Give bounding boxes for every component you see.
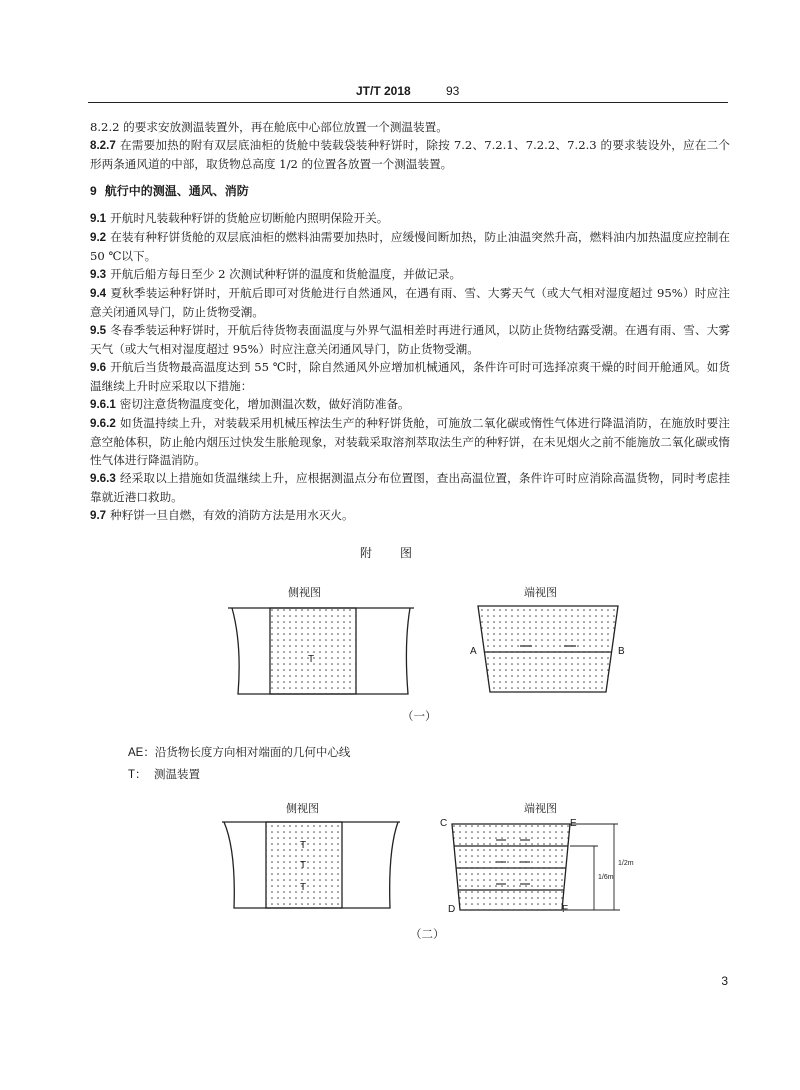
page-number: 3 [721, 974, 728, 988]
paragraph: 9.6.3 经采取以上措施如货温继续上升，应根据测温点分布位置图，查出高温位置，条件许可时应消除高温货物，同时考虑挂靠就近港口救助。 [90, 471, 730, 504]
standard-code: JT/T 2018 [356, 84, 411, 98]
sensor-marker: T [300, 840, 307, 851]
paragraph: 9.3 开航后船方每日至少 2 次测试种籽饼的温度和货舱温度，并做记录。 [90, 267, 462, 281]
clause-number: 9.7 [90, 509, 107, 522]
paragraph: 9.6.1 密切注意货物温度变化，增加测温次数，做好消防准备。 [90, 397, 410, 411]
figure2-side-drawing [222, 800, 402, 916]
paragraph: 9.5 冬春季装运种籽饼时，开航后待货物表面温度与外界气温相差时再进行通风，以防止货物结露受潮。在遇有雨、雪、大雾天气（或大气相对湿度超过 95%）时应注意关闭通风导门，防止货物受潮。 [90, 323, 730, 356]
clause-number: 9.6 [90, 361, 107, 374]
clause-number: 9.5 [90, 324, 107, 337]
legend-ae: AE：沿货物长度方向相对端面的几何中心线 [128, 745, 351, 759]
figure1-end-drawing [468, 584, 628, 704]
body-text [90, 118, 730, 525]
figure1-caption: （一） [402, 709, 437, 723]
appendix-title: 附图 [359, 546, 440, 560]
figure2-caption: （二） [410, 927, 445, 941]
figure1-side-view [228, 584, 418, 704]
point-e-label: E [570, 818, 577, 829]
sensor-marker: T [300, 860, 307, 871]
point-f-label: F [562, 904, 569, 915]
figure2-end-label: 端视图 [524, 802, 557, 815]
clause-number: 9.6.2 [90, 417, 116, 430]
header-rule [88, 102, 728, 103]
figure2-end-view [440, 800, 640, 920]
paragraph: 9.4 夏秋季装运种籽饼时，开航后即可对货舱进行自然通风，在遇有雨、雪、大雾天气（或大气相对湿度超过 95%）时应注意关闭通风导门，防止货物受潮。 [90, 286, 730, 319]
clause-number: 9.6.3 [90, 472, 116, 485]
paragraph: 9.1 开航时凡装载种籽饼的货舱应切断舱内照明保险开关。 [90, 211, 389, 225]
clause-number: 9.6.1 [90, 398, 116, 411]
paragraph: 9.2 在装有种籽饼货舱的双层底油柜的燃料油需要加热时，应缓慢间断加热，防止油温突然升高，燃料油内加热温度应控制在 50 ℃以下。 [90, 230, 730, 263]
clause-number: 9.1 [90, 212, 107, 225]
clause-number: 9.4 [90, 287, 107, 300]
paragraph: 9.6.2 如货温持续上升，对装载采用机械压榨法生产的种籽饼货舱，可施放二氧化碳或惰性气体进行降温消防，在施放时要注意空舱体积，防止舱内烟压过快发生胀舱现象，对装载采取溶剂萃取法生产的种籽饼，在未见烟火之前不能施放二氧化碳或惰性气体进行降温消防。 [90, 416, 730, 467]
point-c-label: C [440, 818, 448, 829]
figure2-end-drawing [440, 800, 640, 920]
figure1-side-drawing [228, 584, 418, 704]
legend-t: T： 测温装置 [128, 767, 200, 781]
paragraph: 8.2.7 在需要加热的附有双层底油柜的货舱中装载袋装种籽饼时，除按 7.2、7.2.1、7.2.2、7.2.3 的要求装设外，应在二个形两条通风道的中部，取货物总高度 1/2 的位置各放置一个测温装置。 [90, 138, 730, 171]
point-d-label: D [448, 904, 456, 915]
page-header [0, 84, 800, 104]
paragraph: 9.7 种籽饼一旦自燃，有效的消防方法是用水灭火。 [90, 508, 354, 522]
clause-number: 9.3 [90, 268, 107, 281]
clause-number: 9.2 [90, 231, 107, 244]
dimension-outer: 1/2m [618, 860, 634, 867]
header-page-number: 93 [446, 84, 460, 98]
paragraph: 9.6 开航后当货物最高温度达到 55 ℃时，除自然通风外应增加机械通风，条件许可时可选择凉爽干燥的时间开舱通风。如货温继续上升时应采取以下措施： [90, 360, 730, 393]
figure1-end-view [468, 584, 628, 704]
section-title: 9 航行中的测温、通风、消防 [90, 184, 249, 198]
sensor-marker: T [308, 654, 315, 665]
figure2-side-view [222, 800, 402, 916]
sensor-marker: T [300, 882, 307, 893]
figure1-end-label: 端视图 [524, 586, 557, 599]
figure2-side-label: 侧视图 [286, 802, 319, 815]
paragraph: 8.2.2 的要求安放测温装置外，再在舱底中心部位放置一个测温装置。 [90, 120, 448, 134]
dimension-inner: 1/6m [598, 874, 614, 881]
figure1-side-label: 侧视图 [288, 586, 321, 599]
clause-number: 8.2.7 [90, 139, 116, 152]
point-a-label: A [470, 646, 477, 657]
point-b-label: B [618, 646, 625, 657]
